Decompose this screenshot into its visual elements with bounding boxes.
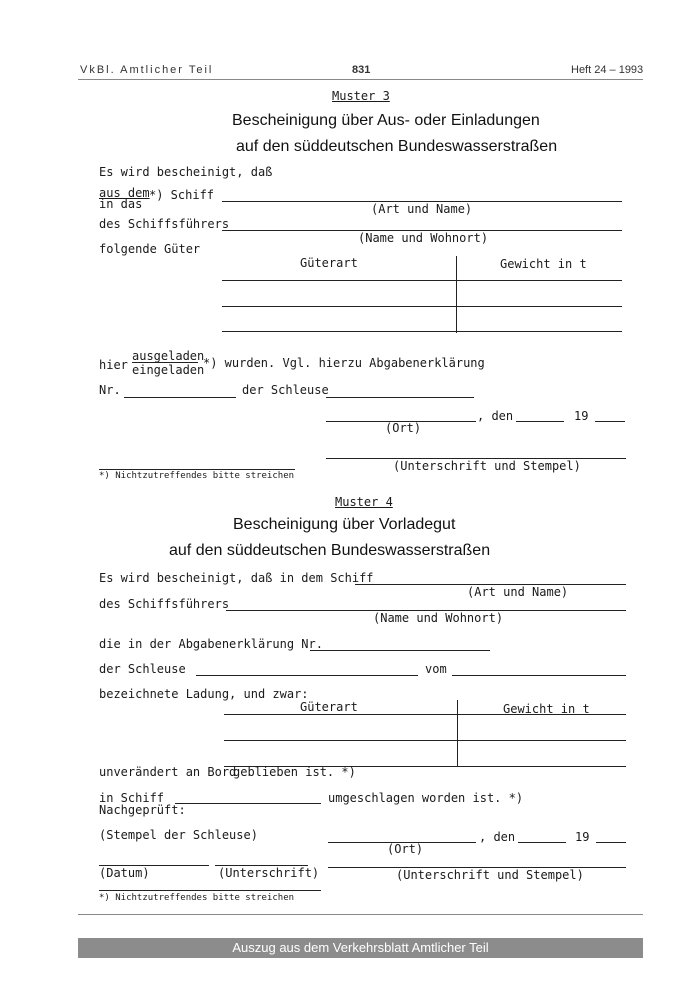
umgeschlagen-text: umgeschlagen worden ist. *): [328, 791, 524, 805]
datum-caption: (Datum): [99, 866, 150, 880]
muster-3-label: Muster 3: [332, 89, 390, 103]
unveraendert-label: unverändert an Bord: [99, 765, 237, 779]
unterschrift-stempel-caption: (Unterschrift und Stempel): [396, 868, 584, 882]
abgabenerklaerung-label: die in der Abgabenerklärung Nr.: [99, 637, 323, 651]
vom-field[interactable]: [452, 675, 626, 676]
schleuse-field[interactable]: [196, 675, 418, 676]
unterschrift-caption: (Unterschrift): [218, 866, 320, 880]
den-label: , den: [479, 830, 516, 844]
schiffsfuehrer-label: des Schiffsführers: [99, 217, 230, 231]
footnote: *) Nichtzutreffendes bitte streichen: [99, 471, 295, 481]
schiff-label: *) Schiff: [149, 188, 215, 202]
gewicht-header: Gewicht in t: [503, 702, 590, 716]
footnote-rule: [99, 890, 321, 891]
wurden-text: *) wurden. Vgl. hierzu Abgabenerklärung: [203, 356, 485, 370]
table-column-divider: [456, 256, 457, 333]
table-row-line[interactable]: [222, 331, 622, 332]
bescheinigt-text: Es wird bescheinigt, daß in dem Schiff: [99, 571, 374, 585]
year-field[interactable]: [595, 421, 625, 422]
name-wohnort-caption: (Name und Wohnort): [373, 611, 504, 625]
bescheinigt-text: Es wird bescheinigt, daß: [99, 165, 273, 179]
footer-banner: Auszug aus dem Verkehrsblatt Amtlicher Teil: [78, 938, 643, 958]
running-header-left: VkBl. Amtlicher Teil: [80, 64, 214, 76]
page-number: 831: [352, 64, 371, 76]
gewicht-header: Gewicht in t: [500, 257, 587, 271]
footnote: *) Nichtzutreffendes bitte streichen: [99, 893, 295, 903]
running-header-right: Heft 24 – 1993: [571, 64, 644, 76]
table-row-line[interactable]: [222, 280, 622, 281]
name-wohnort-caption: (Name und Wohnort): [358, 231, 489, 245]
vom-label: vom: [425, 662, 447, 676]
bezeichnete-ladung-label: bezeichnete Ladung, und zwar:: [99, 687, 309, 701]
muster-3-title-line2: auf den süddeutschen Bundeswasserstraßen: [236, 138, 558, 155]
ort-caption: (Ort): [387, 842, 424, 856]
table-row-line[interactable]: [224, 740, 626, 741]
in-schiff-label: in Schiff: [99, 791, 165, 805]
den-label: , den: [477, 409, 514, 423]
schleuse-field[interactable]: [326, 397, 474, 398]
schleuse-label: der Schleuse: [242, 383, 329, 397]
stempel-schleuse-caption: (Stempel der Schleuse): [99, 828, 258, 842]
date-field[interactable]: [518, 842, 566, 843]
ausgeladen-option: ausgeladen: [132, 349, 205, 363]
table-row-line[interactable]: [222, 306, 622, 307]
year-prefix: 19: [574, 409, 589, 423]
in-das-option: in das: [99, 197, 143, 211]
footer-rule: [78, 914, 643, 915]
abgabenerklaerung-nr-field[interactable]: [310, 650, 490, 651]
eingeladen-option: eingeladen: [132, 363, 205, 377]
muster-4-label: Muster 4: [335, 495, 393, 509]
muster-4-title-line2: auf den süddeutschen Bundeswasserstraßen: [169, 542, 491, 559]
date-field[interactable]: [516, 421, 564, 422]
nr-label: Nr.: [99, 383, 121, 397]
hier-label: hier: [99, 358, 128, 372]
ort-caption: (Ort): [385, 421, 422, 435]
nachgeprueft-label: Nachgeprüft:: [99, 803, 186, 817]
schleuse-label: der Schleuse: [99, 662, 186, 676]
unterschrift-stempel-caption: (Unterschrift und Stempel): [393, 459, 581, 473]
art-name-caption: (Art und Name): [371, 202, 473, 216]
table-column-divider: [457, 700, 458, 766]
year-field[interactable]: [596, 842, 626, 843]
folgende-gueter-label: folgende Güter: [99, 242, 201, 256]
muster-4-title-line1: Bescheinigung über Vorladegut: [233, 516, 456, 533]
muster-3-title-line1: Bescheinigung über Aus- oder Einladungen: [232, 112, 540, 129]
schiffsfuehrer-label: des Schiffsführers: [99, 597, 230, 611]
table-row-line[interactable]: [224, 714, 626, 715]
header-rule: [78, 79, 643, 80]
aus-dem-option: aus dem: [99, 186, 150, 200]
gueterart-header: Güterart: [300, 700, 358, 714]
geblieben-text: geblieben ist. *): [233, 765, 356, 779]
year-prefix: 19: [575, 830, 590, 844]
footnote-rule: [99, 469, 295, 470]
nr-field[interactable]: [124, 397, 236, 398]
in-schiff-field[interactable]: [175, 803, 321, 804]
art-name-caption: (Art und Name): [467, 585, 569, 599]
gueterart-header: Güterart: [300, 256, 358, 270]
